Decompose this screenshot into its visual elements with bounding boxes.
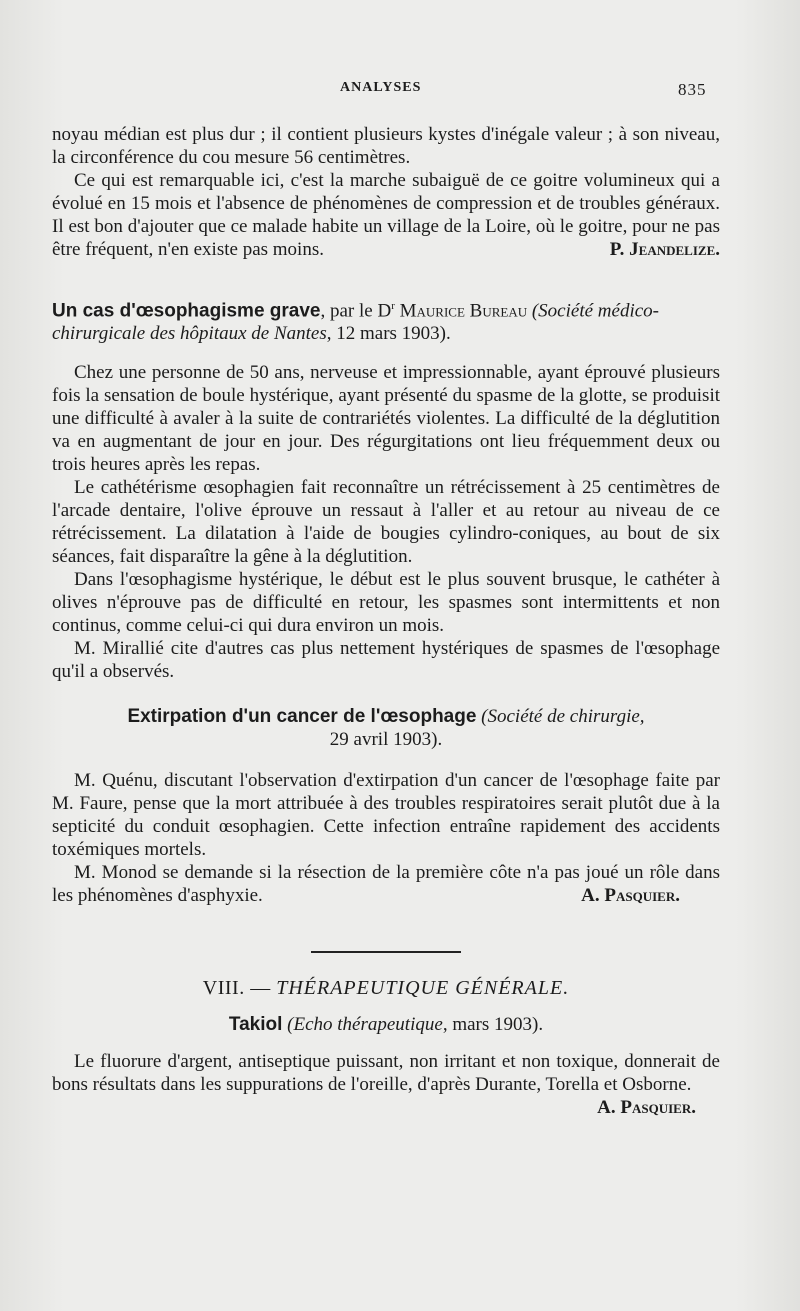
- article1-signature: P. Jeandelize.: [609, 239, 720, 260]
- article4-heading: [52, 1014, 720, 1036]
- article4-paragraph-1: [52, 1050, 720, 1119]
- article3-source: (Société de chirurgie,: [481, 706, 645, 728]
- article4-signature: A. Pasquier.: [597, 1097, 696, 1119]
- article2-title: Un cas d'œsophagisme grave: [52, 300, 321, 322]
- article4-source: (Echo thérapeutique: [287, 1014, 443, 1036]
- article3-paragraph-1: M. Quénu, discutant l'observation d'extirpation d'un cancer de l'œsophage faite par M. Faure, pense que la mort attribuée à des troubles respiratoires serait plutôt due à la septicité du conduit œsophagien. Cette infection entraîne rapidement des accidents toxémiques mortels.: [52, 770, 720, 861]
- article1-paragraph-2: [52, 169, 720, 261]
- article2-author: Maurice Bureau: [399, 300, 528, 322]
- section-title: THÉRAPEUTIQUE GÉNÉRALE.: [276, 977, 570, 1000]
- article2-paragraph-2: Le cathétérisme œsophagien fait reconnaître un rétrécissement à 25 centimètres de l'arcade dentaire, l'olive éprouve un ressaut à l'aller et au retour au niveau de ce rétrécissement. La dilatation à l'aide de bougies cylindro-coniques, au bout de six séances, fait disparaître la gêne à la déglutition.: [52, 477, 720, 568]
- article3-date: 29 avril 1903).: [329, 729, 443, 751]
- article2-date: , 12 mars 1903).: [326, 323, 451, 345]
- article2-paragraph-3: Dans l'œsophagisme hystérique, le début est le plus souvent brusque, le cathéter à olives n'éprouve pas de difficulté en retour, les spasmes sont intermittents et non continus, comme celui-ci qui dura environ un mois.: [52, 569, 720, 637]
- running-head: ANALYSES: [340, 80, 422, 95]
- article1-paragraph-1: noyau médian est plus dur ; il contient plusieurs kystes d'inégale valeur ; à son niveau, la circonférence du cou mesure 56 centimètres.: [52, 124, 720, 168]
- page-number: 835: [678, 80, 707, 99]
- article2-heading: [52, 295, 720, 345]
- section-number: VIII. —: [202, 977, 271, 1000]
- article2-paragraph-1: Chez une personne de 50 ans, nerveuse et impressionnable, ayant éprouvé plusieurs fois la sensation de boule hystérique, ayant présenté du spasme de la glotte, se produisit une difficulté à avaler à la suite de contrariétés violentes. La difficulté de la déglutition va en augmentant de jour en jour. Des régurgitations ont lieu fréquemment deux ou trois heures après les repas.: [52, 362, 720, 476]
- article3-heading: [52, 705, 720, 751]
- article3-signature: A. Pasquier.: [581, 885, 680, 907]
- article2-source: (Société médico-chirurgicale des hôpitaux de Nantes: [52, 300, 659, 345]
- article2-dr-sup: r: [391, 300, 395, 312]
- article4-paragraph-1-text: Le fluorure d'argent, antiseptique puissant, non irritant et non toxique, donnerait de bons résultats dans les suppurations de l'oreille, d'après Durante, Torella et Osborne.: [52, 1051, 720, 1096]
- page-body: [52, 123, 720, 1119]
- section-heading: [52, 977, 720, 1000]
- article4-date: , mars 1903).: [442, 1014, 544, 1036]
- article3-title: Extirpation d'un cancer de l'œsophage: [127, 706, 477, 728]
- article4-title: Takiol: [228, 1014, 283, 1036]
- page-header: [0, 80, 800, 104]
- article3-paragraph-2: [52, 861, 720, 907]
- article1-paragraph-2-text: Ce qui est remarquable ici, c'est la marche subaiguë de ce goitre volumineux qui a évolué en 15 mois et l'absence de phénomènes de compression et de troubles généraux. Il est bon d'ajouter que ce malade habite un village de la Loire, où le goitre, pour ne pas être fréquent, n'en existe pas moins.: [52, 170, 720, 260]
- article2-by: , par le D: [320, 300, 392, 322]
- article3-paragraph-2-text: M. Monod se demande si la résection de la première côte n'a pas joué un rôle dans les phénomènes d'asphyxie.: [52, 862, 720, 907]
- article2-paragraph-4: M. Mirallié cite d'autres cas plus nettement hystériques de spasmes de l'œsophage qu'il a observés.: [52, 638, 720, 683]
